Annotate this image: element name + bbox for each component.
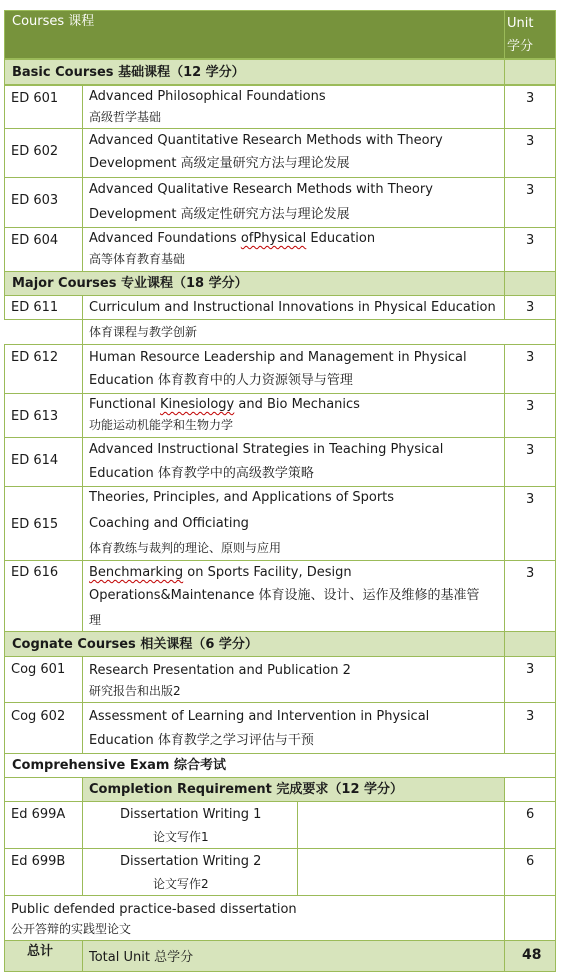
course-title-line2: Development 高级定量研究方法与理论发展 bbox=[89, 156, 350, 171]
course-title-part: Education bbox=[306, 231, 376, 246]
spellcheck-word: Benchmarking bbox=[89, 565, 184, 580]
public-defended-row bbox=[4, 895, 505, 941]
header-courses-cell bbox=[4, 10, 505, 59]
course-title-en: Curriculum and Instructional Innovations in Physical Education bbox=[89, 300, 496, 315]
table-row-ed612-code bbox=[4, 344, 83, 394]
course-title-line1: Theories, Principles, and Applications of Sports bbox=[89, 490, 395, 505]
table-row-ed602-title bbox=[82, 128, 505, 178]
total-label-cell bbox=[4, 940, 83, 972]
total-text: Total Unit 总学分 bbox=[89, 950, 194, 965]
section-comprehensive-label: Comprehensive Exam 综合考试 bbox=[12, 758, 226, 773]
course-title-en: Research Presentation and Publication 2 bbox=[89, 663, 351, 678]
header-courses: Courses 课程 bbox=[12, 14, 95, 29]
course-code: Cog 601 bbox=[11, 662, 66, 677]
course-code: ED 615 bbox=[11, 517, 59, 532]
section-basic-unit bbox=[504, 59, 556, 85]
table-row-ed603-code bbox=[4, 177, 83, 228]
course-title-line2: Coaching and Officiating bbox=[89, 516, 249, 531]
course-title-line1 bbox=[89, 397, 360, 413]
table-row-ed699b-blank bbox=[297, 848, 505, 896]
table-row-ed601-unit bbox=[504, 85, 556, 129]
course-title-line1: Advanced Qualitative Research Methods with Theory bbox=[89, 182, 433, 197]
course-title-line1: Assessment of Learning and Intervention in Physical bbox=[89, 709, 430, 724]
course-unit: 3 bbox=[526, 662, 535, 677]
section-basic-label: Basic Courses 基础课程（12 学分） bbox=[12, 65, 245, 80]
table-row-cog601-unit bbox=[504, 656, 556, 703]
section-completion-left bbox=[4, 777, 83, 802]
table-row-ed613-title bbox=[82, 393, 505, 438]
course-title-line1: Advanced Quantitative Research Methods with Theory bbox=[89, 133, 443, 148]
table-row-ed601-code bbox=[4, 85, 83, 129]
table-row-cog601-code bbox=[4, 656, 83, 703]
table-row-cog601-title bbox=[82, 656, 505, 703]
course-title-line3: 体育教练与裁判的理论、原则与应用 bbox=[89, 541, 282, 555]
course-title-cn: 体育课程与教学创新 bbox=[89, 325, 198, 339]
course-title-line2: Development 高级定性研究方法与理论发展 bbox=[89, 207, 350, 222]
course-title-part: and Bio Mechanics bbox=[234, 397, 360, 412]
table-row-ed611-code bbox=[4, 295, 83, 320]
table-row-ed602-unit bbox=[504, 128, 556, 178]
course-title-line3: 理 bbox=[89, 613, 102, 627]
course-code: Cog 602 bbox=[11, 709, 66, 724]
table-row-ed615-code bbox=[4, 486, 83, 561]
course-title-en: Advanced Philosophical Foundations bbox=[89, 89, 326, 104]
course-code: ED 601 bbox=[11, 91, 59, 106]
table-row-ed699b-unit bbox=[504, 848, 556, 896]
table-row-ed613-unit bbox=[504, 393, 556, 438]
course-title-cn: 高等体育教育基础 bbox=[89, 252, 186, 266]
table-row-ed616-title bbox=[82, 560, 505, 632]
table-row-ed603-title bbox=[82, 177, 505, 228]
table-row-ed699b-title bbox=[82, 848, 298, 896]
course-title-part: Functional bbox=[89, 397, 161, 412]
section-completion-unit bbox=[504, 777, 556, 802]
header-unit-cell bbox=[504, 10, 556, 59]
total-value: 48 bbox=[522, 947, 542, 963]
course-unit: 3 bbox=[526, 183, 535, 198]
total-label: 总计 bbox=[27, 944, 54, 959]
table-row-cog602-unit bbox=[504, 702, 556, 754]
course-title-line2: Education 体育教育中的人力资源领导与管理 bbox=[89, 373, 353, 388]
section-cognate-label: Cognate Courses 相关课程（6 学分） bbox=[12, 637, 258, 652]
public-defended-cn: 公开答辩的实践型论文 bbox=[11, 922, 132, 936]
course-title-line2: Education 体育教学中的高级教学策略 bbox=[89, 466, 314, 481]
course-unit: 3 bbox=[526, 91, 535, 106]
course-code: ED 602 bbox=[11, 144, 59, 159]
table-row-ed611-cn bbox=[82, 319, 556, 345]
course-unit: 6 bbox=[526, 807, 535, 822]
spellcheck-word: ofPhysical bbox=[240, 231, 307, 246]
table-row-ed604-unit bbox=[504, 227, 556, 272]
table-row-ed603-unit bbox=[504, 177, 556, 228]
public-defended-unit bbox=[504, 895, 556, 941]
public-defended-en: Public defended practice-based dissertation bbox=[11, 902, 297, 917]
course-title-part: Advanced Foundations bbox=[89, 231, 241, 246]
section-comprehensive bbox=[4, 753, 556, 778]
header-unit-en: Unit bbox=[507, 16, 534, 31]
section-major-unit bbox=[504, 271, 556, 296]
course-title-en: Dissertation Writing 1 bbox=[120, 807, 262, 822]
course-code: ED 613 bbox=[11, 409, 59, 424]
course-unit: 3 bbox=[526, 443, 535, 458]
table-row-ed611-unit bbox=[504, 295, 556, 320]
course-code: ED 616 bbox=[11, 565, 59, 580]
course-title-cn: 高级哲学基础 bbox=[89, 110, 162, 124]
course-title-cn: 论文写作1 bbox=[153, 830, 209, 844]
course-unit: 3 bbox=[526, 300, 535, 315]
course-title-line1 bbox=[89, 231, 375, 247]
course-code: Ed 699A bbox=[11, 807, 66, 822]
course-title-cn: 论文写作2 bbox=[153, 877, 209, 891]
course-code: ED 612 bbox=[11, 350, 59, 365]
course-unit: 3 bbox=[526, 492, 535, 507]
table-row-ed699b-code bbox=[4, 848, 83, 896]
total-value-cell bbox=[504, 940, 556, 972]
table-row-ed614-title bbox=[82, 437, 505, 487]
table-row-ed613-code bbox=[4, 393, 83, 438]
course-code: Ed 699B bbox=[11, 854, 66, 869]
header-unit-cn: 学分 bbox=[507, 39, 534, 54]
course-unit: 6 bbox=[526, 854, 535, 869]
table-row-ed699a-unit bbox=[504, 801, 556, 849]
course-title-line1: Advanced Instructional Strategies in Teaching Physical bbox=[89, 442, 444, 457]
course-title-cn: 研究报告和出版2 bbox=[89, 684, 181, 698]
spellcheck-word: Kinesiology bbox=[160, 397, 235, 412]
table-row-ed614-unit bbox=[504, 437, 556, 487]
section-cognate bbox=[4, 631, 505, 657]
course-unit: 3 bbox=[526, 350, 535, 365]
table-row-ed616-code bbox=[4, 560, 83, 632]
course-unit: 3 bbox=[526, 566, 535, 581]
course-title-en: Dissertation Writing 2 bbox=[120, 854, 262, 869]
course-title-cn: 功能运动机能学和生物力学 bbox=[89, 418, 234, 432]
section-cognate-unit bbox=[504, 631, 556, 657]
table-row-ed601-title bbox=[82, 85, 505, 129]
total-text-cell bbox=[82, 940, 505, 972]
course-title-line1: Human Resource Leadership and Management in Physical bbox=[89, 350, 467, 365]
section-basic bbox=[4, 59, 505, 85]
table-row-ed699a-blank bbox=[297, 801, 505, 849]
table-row-ed699a-title bbox=[82, 801, 298, 849]
course-unit: 3 bbox=[526, 134, 535, 149]
table-row-ed615-unit bbox=[504, 486, 556, 561]
course-unit: 3 bbox=[526, 399, 535, 414]
table-row-ed616-unit bbox=[504, 560, 556, 632]
course-unit: 3 bbox=[526, 709, 535, 724]
course-title-part: on Sports Facility, Design bbox=[183, 565, 352, 580]
course-title-line1 bbox=[89, 565, 352, 581]
table-row-ed611-title bbox=[82, 295, 505, 320]
table-row-cog602-code bbox=[4, 702, 83, 754]
table-row-ed604-title bbox=[82, 227, 505, 272]
table-row-cog602-title bbox=[82, 702, 505, 754]
course-code: ED 603 bbox=[11, 193, 59, 208]
section-completion-label: Completion Requirement 完成要求（12 学分） bbox=[89, 782, 404, 797]
course-code: ED 611 bbox=[11, 300, 59, 315]
table-row-ed612-unit bbox=[504, 344, 556, 394]
table-row-ed604-code bbox=[4, 227, 83, 272]
table-row-ed699a-code bbox=[4, 801, 83, 849]
course-title-line2: Education 体育教学之学习评估与干预 bbox=[89, 733, 314, 748]
course-code: ED 604 bbox=[11, 233, 59, 248]
table-row-ed602-code bbox=[4, 128, 83, 178]
course-code: ED 614 bbox=[11, 453, 59, 468]
table-row-ed615-title bbox=[82, 486, 505, 561]
course-title-line2: Operations&Maintenance 体育设施、设计、运作及维修的基准管 bbox=[89, 588, 480, 603]
section-major bbox=[4, 271, 505, 296]
table-row-ed612-title bbox=[82, 344, 505, 394]
section-major-label: Major Courses 专业课程（18 学分） bbox=[12, 276, 248, 291]
table-row-ed614-code bbox=[4, 437, 83, 487]
section-completion bbox=[82, 777, 505, 802]
course-unit: 3 bbox=[526, 233, 535, 248]
